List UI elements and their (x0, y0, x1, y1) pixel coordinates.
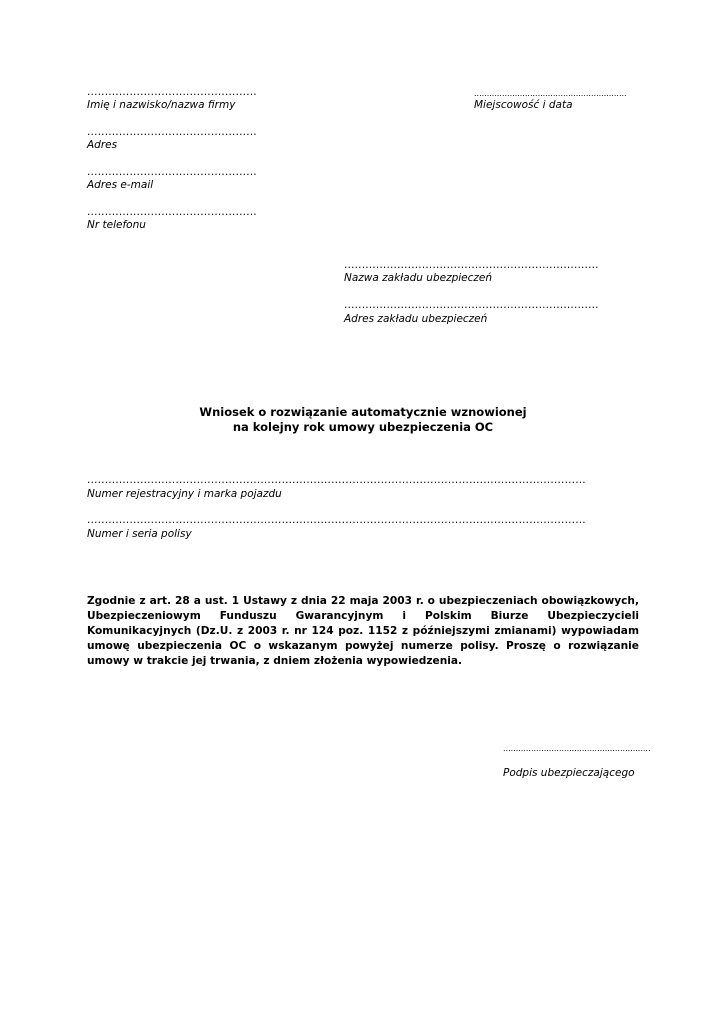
sender-name-dots: ................................................ (87, 86, 257, 98)
vehicle-label: Numer rejestracyjny i marka pojazdu (87, 488, 282, 500)
body-paragraph: Zgodnie z art. 28 a ust. 1 Ustawy z dnia 22 maja 2003 r. o ubezpieczeniach obowiązkowych, Ubezpieczeniowym Funduszu Gwarancyjnym i Polskim Biurze Ubezpieczycieli Komunikacyjnych (Dz.U. z 2003 r. nr 124 poz. 1152 z późniejszymi zmianami) wypowiadam umowę ubezpieczenia OC o wskazanym powyżej numerze polisy. Proszę o rozwiązanie umowy w trakcie jej trwania, z dniem złożenia wypowiedzenia. (87, 595, 639, 667)
vehicle-dots: ............................................................................................................................................. (87, 474, 586, 486)
place-date-dots: ............................................................ (474, 89, 627, 98)
insurer-name-label: Nazwa zakładu ubezpieczeń (344, 272, 493, 284)
sender-email-dots: ................................................ (87, 166, 257, 178)
sender-address-label: Adres (87, 139, 118, 151)
document-title (87, 405, 639, 435)
policy-dots: ............................................................................................................................................. (87, 514, 586, 526)
sender-phone-dots: ................................................ (87, 206, 257, 218)
title-line-1: Wniosek o rozwiązanie automatycznie wznowionej (199, 405, 527, 419)
insurer-address-label: Adres zakładu ubezpieczeń (344, 313, 488, 325)
sender-address-dots: ................................................ (87, 126, 257, 138)
title-line-2: na kolejny rok umowy ubezpieczenia OC (232, 420, 494, 434)
sender-name-label: Imię i nazwisko/nazwa firmy (87, 99, 236, 111)
sender-email-label: Adres e-mail (87, 179, 154, 191)
place-date-label: Miejscowość i data (474, 99, 573, 111)
insurer-address-dots: ........................................................................ (344, 299, 599, 311)
insurer-name-dots: ........................................................................ (344, 259, 599, 271)
policy-label: Numer i seria polisy (87, 528, 192, 540)
signature-dots: .......................................................... (503, 744, 651, 753)
sender-phone-label: Nr telefonu (87, 219, 146, 231)
signature-label: Podpis ubezpieczającego (503, 767, 635, 779)
